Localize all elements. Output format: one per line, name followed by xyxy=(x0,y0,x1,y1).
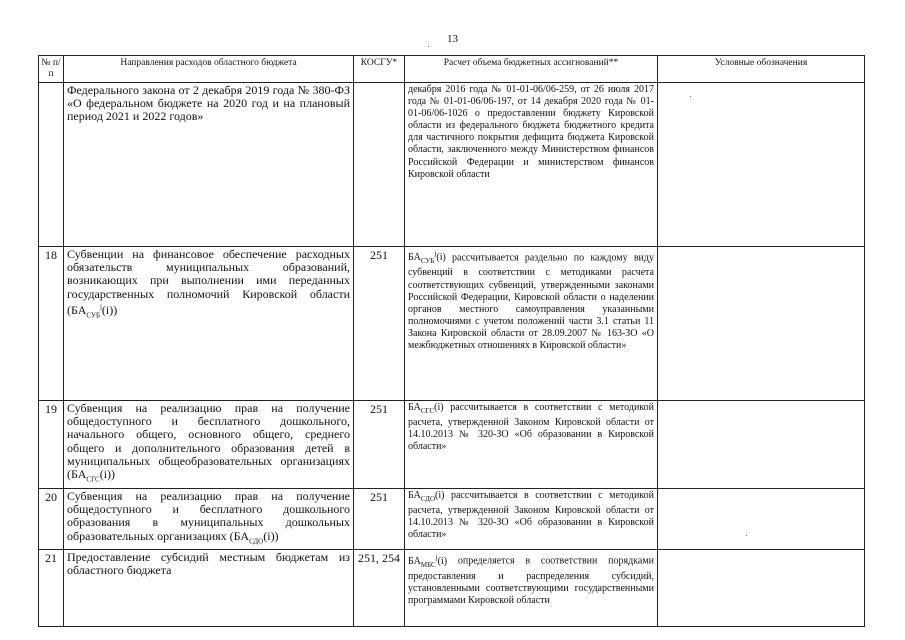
scan-speck xyxy=(690,96,691,97)
row-calc xyxy=(405,489,658,550)
calc-symbol: $БА_{СУБ}^j(i)$ xyxy=(408,250,446,266)
calc-symbol: $БА_{СГС}(i)$ xyxy=(408,402,444,415)
row-legend xyxy=(658,401,865,489)
row-calc-text: определяется в соответствии порядками предоставления и распределения субсидий, установленными соответствующими государственными программами Кировской области xyxy=(408,555,654,606)
row-legend xyxy=(658,489,865,550)
row-direction xyxy=(64,489,354,550)
scan-speck xyxy=(428,46,429,47)
header-direction: Направления расходов областного бюджета xyxy=(64,56,354,83)
row-direction: Предоставление субсидий местным бюджетам из областного бюджета xyxy=(64,550,354,627)
row-num: 20 xyxy=(39,489,64,550)
row-calc xyxy=(405,401,658,489)
row-kosgu: 251 xyxy=(354,247,405,401)
header-calc: Расчет объема бюджетных ассигнований** xyxy=(405,56,658,83)
row-num: 21 xyxy=(39,550,64,627)
row-legend xyxy=(658,550,865,627)
header-kosgu: КОСГУ* xyxy=(354,56,405,83)
table-row xyxy=(39,83,865,247)
row-direction xyxy=(64,401,354,489)
budget-table xyxy=(38,55,865,627)
direction-symbol: $(БА_{СГС}(i))$ xyxy=(67,467,116,484)
row-kosgu: 251, 254 xyxy=(354,550,405,627)
row-direction-text: Субвенции на финансовое обеспечение расходных обязательств муниципальных образований, возникающих при выполнении ими переданных государственных полномочий Кировской области xyxy=(67,247,350,301)
row-legend xyxy=(658,83,865,247)
row-calc-text: рассчитывается раздельно по каждому виду субвенций в соответствии с методиками расчета соответствующих субвенций, утвержденными законами Российской Федерации, Кировской области о наделении органов местного самоуправления указанными полномочиями с учетом положений части 3.1 статьи 11 Закона Кировской области от 28.09.2007 № 163-ЗО «О межбюджетных отношениях в Кировской области» xyxy=(408,252,654,351)
row-num: 18 xyxy=(39,247,64,401)
table-row xyxy=(39,489,865,550)
row-calc-text: рассчитывается в соответствии с методикой расчета, утвержденной Законом Кировской области от 14.10.2013 № 320-ЗО «Об образовании в Кировской области» xyxy=(408,490,655,541)
table-row xyxy=(39,550,865,627)
header-num: № п/п xyxy=(39,56,64,83)
row-num: 19 xyxy=(39,401,64,489)
row-calc-text: рассчитывается в соответствии с методикой расчета, утвержденной Законом Кировской области от 14.10.2013 № 320-ЗО «Об образовании в Кировской области» xyxy=(408,402,655,453)
direction-symbol: $(БА_{СДО}(i))$ xyxy=(229,528,279,545)
row-num xyxy=(39,83,64,247)
page-number: 13 xyxy=(447,33,458,45)
row-direction: Федерального закона от 2 декабря 2019 года № 380-ФЗ «О федеральном бюджете на 2020 год и на плановый период 2021 и 2022 годов» xyxy=(64,83,354,247)
row-direction-text: Субвенция на реализацию прав на получение общедоступного и бесплатного дошкольного образования в муниципальных дошкольных образовательных организациях xyxy=(67,489,350,543)
row-calc xyxy=(405,550,658,627)
scan-speck xyxy=(746,535,747,536)
row-kosgu: 251 xyxy=(354,489,405,550)
row-direction-text: Субвенция на реализацию прав на получение общедоступного и бесплатного дошкольного, начального общего, основного общего, среднего общего и дополнительного образования детей в муниципальных общеобразовательных организациях xyxy=(67,401,350,468)
header-legend: Условные обозначения xyxy=(658,56,865,83)
table-row xyxy=(39,247,865,401)
row-kosgu: 251 xyxy=(354,401,405,489)
row-calc xyxy=(405,247,658,401)
table-header-row xyxy=(39,56,865,83)
row-legend xyxy=(658,247,865,401)
row-direction xyxy=(64,247,354,401)
calc-symbol: $БА_{МБС}^j(i)$ xyxy=(408,553,448,569)
row-calc: декабря 2016 года № 01-01-06/06-259, от 26 июля 2017 года № 01-01-06/06-197, от 14 декабря 2020 года № 01-01-06/06-1026 о предоставлении бюджету Кировской области из федерального бюджета бюджетного кредита для частичного покрытия дефицита бюджета Кировской области, заключенного между Министерством финансов Российской Федерации и министерством финансов Кировской области xyxy=(405,83,658,247)
row-kosgu xyxy=(354,83,405,247)
calc-symbol: $БА_{СДО}(i)$ xyxy=(408,490,445,503)
direction-symbol: $(БА_{СУБ}^j(i))$ xyxy=(67,302,118,320)
table-row xyxy=(39,401,865,489)
